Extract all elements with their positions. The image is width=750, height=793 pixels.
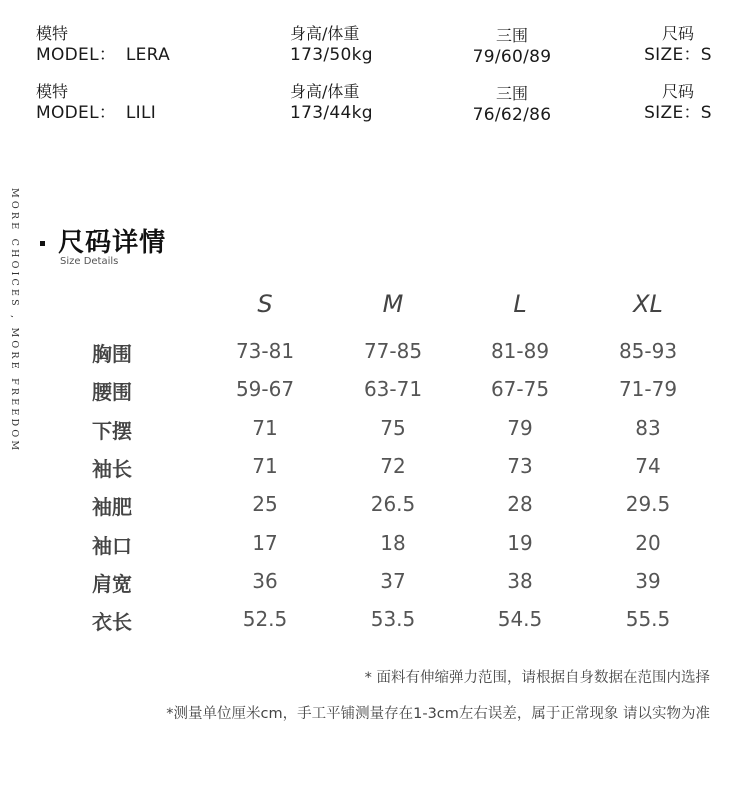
model-label-zh: 模特 <box>36 24 69 43</box>
table-cell: 26.5 <box>370 492 416 516</box>
table-cell: 85-93 <box>618 339 678 363</box>
model-cell <box>36 82 156 124</box>
section-title-en: Size Details <box>60 256 119 267</box>
table-cell: 72 <box>380 454 406 478</box>
height-weight-label: 身高/体重 <box>290 24 360 43</box>
note-elasticity: * 面料有伸缩弹力范围，请根据自身数据在范围内选择 <box>364 670 710 686</box>
size-header-xl: XL <box>633 290 663 318</box>
table-cell: 19 <box>507 531 533 555</box>
row-label: 衣长 <box>92 610 132 634</box>
table-cell: 52.5 <box>242 607 288 631</box>
row-label: 胸围 <box>92 342 132 366</box>
measurements-value: 76/62/86 <box>472 105 552 125</box>
row-label: 肩宽 <box>92 572 132 596</box>
table-cell: 71 <box>252 416 278 440</box>
table-cell: 73-81 <box>235 339 295 363</box>
model-row-lera <box>0 24 750 72</box>
table-cell: 29.5 <box>625 492 671 516</box>
bullet-icon <box>40 241 45 246</box>
table-cell: 39 <box>635 569 661 593</box>
table-cell: 63-71 <box>363 377 423 401</box>
height-weight-label: 身高/体重 <box>290 82 360 101</box>
table-cell: 59-67 <box>235 377 295 401</box>
table-cell: 73 <box>507 454 533 478</box>
size-header-l: L <box>513 290 527 318</box>
size-label-zh: 尺码 <box>661 24 694 43</box>
table-cell: 36 <box>252 569 278 593</box>
measurements-cell <box>462 84 562 126</box>
table-cell: 18 <box>380 531 406 555</box>
size-header-s: S <box>257 290 273 318</box>
model-label-en: MODEL： <box>36 45 117 65</box>
size-value: SIZE：S <box>644 45 712 65</box>
table-cell: 53.5 <box>370 607 416 631</box>
height-weight-value: 173/50kg <box>290 45 373 65</box>
table-cell: 71-79 <box>618 377 678 401</box>
table-cell: 83 <box>635 416 661 440</box>
table-cell: 79 <box>507 416 533 440</box>
size-cell <box>628 24 728 66</box>
row-label: 袖肥 <box>92 495 132 519</box>
table-cell: 25 <box>252 492 278 516</box>
table-cell: 71 <box>252 454 278 478</box>
measurements-label: 三围 <box>495 84 528 103</box>
section-title-zh: 尺码详情 <box>58 228 167 258</box>
row-label: 腰围 <box>92 380 132 404</box>
model-name: LERA <box>125 45 171 65</box>
row-label: 下摆 <box>92 419 132 443</box>
table-cell: 67-75 <box>490 377 550 401</box>
table-cell: 55.5 <box>625 607 671 631</box>
table-cell: 75 <box>380 416 406 440</box>
table-cell: 54.5 <box>497 607 543 631</box>
size-header-m: M <box>382 290 404 318</box>
table-cell: 74 <box>635 454 661 478</box>
size-label-zh: 尺码 <box>661 82 694 101</box>
model-label-zh: 模特 <box>36 82 69 101</box>
table-cell: 37 <box>380 569 406 593</box>
size-cell <box>628 82 728 124</box>
measurements-label: 三围 <box>495 26 528 45</box>
table-cell: 28 <box>507 492 533 516</box>
model-cell <box>36 24 170 66</box>
row-label: 袖长 <box>92 457 132 481</box>
table-cell: 17 <box>252 531 278 555</box>
height-weight-cell <box>290 24 373 66</box>
model-row-lili <box>0 82 750 130</box>
table-cell: 20 <box>635 531 661 555</box>
model-label-en: MODEL： <box>36 103 117 123</box>
height-weight-cell <box>290 82 373 124</box>
model-name: LILI <box>125 103 157 123</box>
measurements-value: 79/60/89 <box>472 47 552 67</box>
side-slogan: MORE CHOICES , MORE FREEDOM <box>9 188 20 454</box>
measurements-cell <box>462 26 562 68</box>
height-weight-value: 173/44kg <box>290 103 373 123</box>
table-cell: 38 <box>507 569 533 593</box>
table-cell: 77-85 <box>363 339 423 363</box>
row-label: 袖口 <box>92 534 132 558</box>
section-title <box>40 222 167 267</box>
note-measurement: *测量单位厘米cm，手工平铺测量存在1-3cm左右误差，属于正常现象 请以实物为准 <box>166 706 710 722</box>
table-cell: 81-89 <box>490 339 550 363</box>
size-value: SIZE：S <box>644 103 712 123</box>
